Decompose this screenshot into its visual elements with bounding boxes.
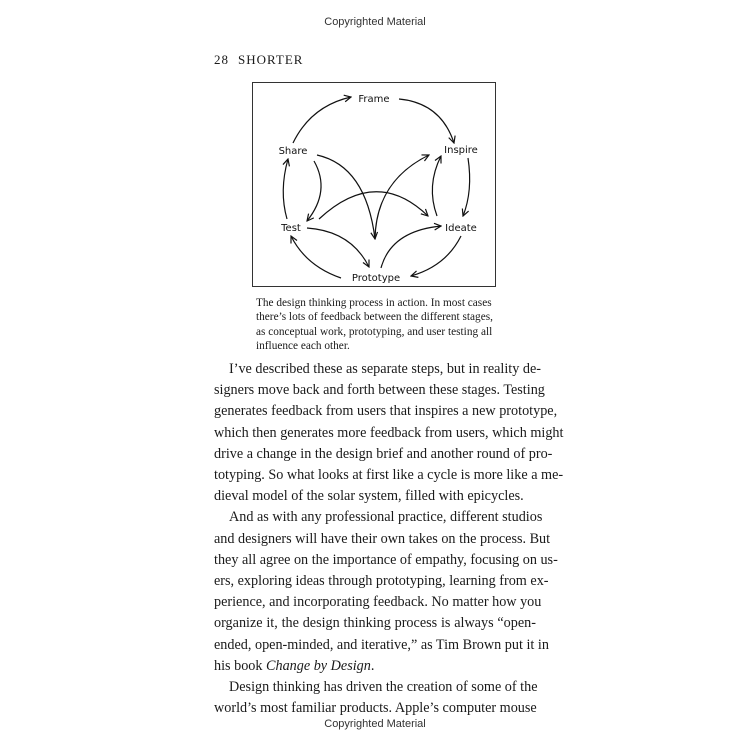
arrow-share-prototype — [317, 155, 375, 239]
arrow-ideate-prototype — [411, 236, 461, 276]
node-test: Test — [281, 223, 301, 234]
arrow-share-test — [307, 161, 321, 221]
body-line: they all agree on the importance of empathy, focusing on us- — [214, 551, 558, 568]
body-line: signers move back and forth between these stages. Testing — [214, 382, 545, 399]
caption-line: influence each other. — [256, 339, 350, 352]
arrow-frame-inspire — [399, 99, 454, 143]
node-prototype: Prototype — [351, 273, 401, 284]
node-ideate: Ideate — [445, 223, 477, 234]
arrow-prototype-test — [291, 236, 341, 278]
body-text-span: his book — [214, 657, 267, 674]
arrow-inspire-ideate — [463, 158, 470, 216]
arrow-share-frame — [293, 97, 351, 143]
body-line: Design thinking has driven the creation of some of the — [229, 679, 538, 696]
design-thinking-diagram — [252, 82, 496, 287]
page-number: 28 — [214, 52, 229, 67]
body-line: organize it, the design thinking process is always “open- — [214, 615, 536, 632]
body-line: world’s most familiar products. Apple’s computer mouse — [214, 700, 537, 717]
arrow-ideate-inspire — [432, 156, 441, 216]
arrow-test-share — [283, 159, 288, 219]
body-line: And as with any professional practice, different studios — [229, 509, 543, 526]
body-line: generates feedback from users that inspires a new prototype, — [214, 403, 558, 420]
arrow-prototype-ideate — [381, 226, 441, 268]
body-text — [214, 359, 564, 719]
body-line: I’ve described these as separate steps, but in reality de- — [229, 361, 542, 377]
body-line: totyping. So what looks at first like a cycle is more like a me- — [214, 467, 564, 484]
body-line: ended, open-minded, and iterative,” as Tim Brown put it in — [214, 636, 549, 653]
running-header — [214, 52, 312, 68]
node-inspire: Inspire — [444, 145, 478, 156]
body-text-span: . — [370, 657, 375, 674]
copyright-watermark-bottom: Copyrighted Material — [324, 718, 426, 730]
body-line — [214, 656, 536, 677]
body-line: drive a change in the design brief and another round of pro- — [214, 445, 553, 462]
diagram-svg — [251, 81, 497, 288]
arrow-test-ideate — [319, 192, 428, 219]
node-frame: Frame — [358, 94, 390, 105]
caption-line: as conceptual work, prototyping, and user testing all — [256, 325, 493, 338]
body-line: which then generates more feedback from users, which might — [214, 424, 564, 441]
body-line: perience, and incorporating feedback. No matter how you — [214, 594, 542, 611]
figure-caption — [256, 296, 496, 353]
node-share: Share — [278, 146, 308, 157]
body-line: and designers will have their own takes on the process. But — [214, 530, 551, 547]
caption-line: The design thinking process in action. In most cases — [256, 297, 492, 309]
arrow-test-prototype — [307, 228, 369, 267]
body-line: ers, exploring ideas through prototyping, learning from ex- — [214, 573, 549, 590]
body-line: dieval model of the solar system, filled with epicycles. — [214, 488, 524, 505]
running-title: SHORTER — [238, 52, 304, 67]
caption-line: there’s lots of feedback between the different stages, — [256, 311, 493, 324]
copyright-watermark-top: Copyrighted Material — [324, 16, 426, 28]
book-title: Change by Design — [266, 657, 371, 674]
